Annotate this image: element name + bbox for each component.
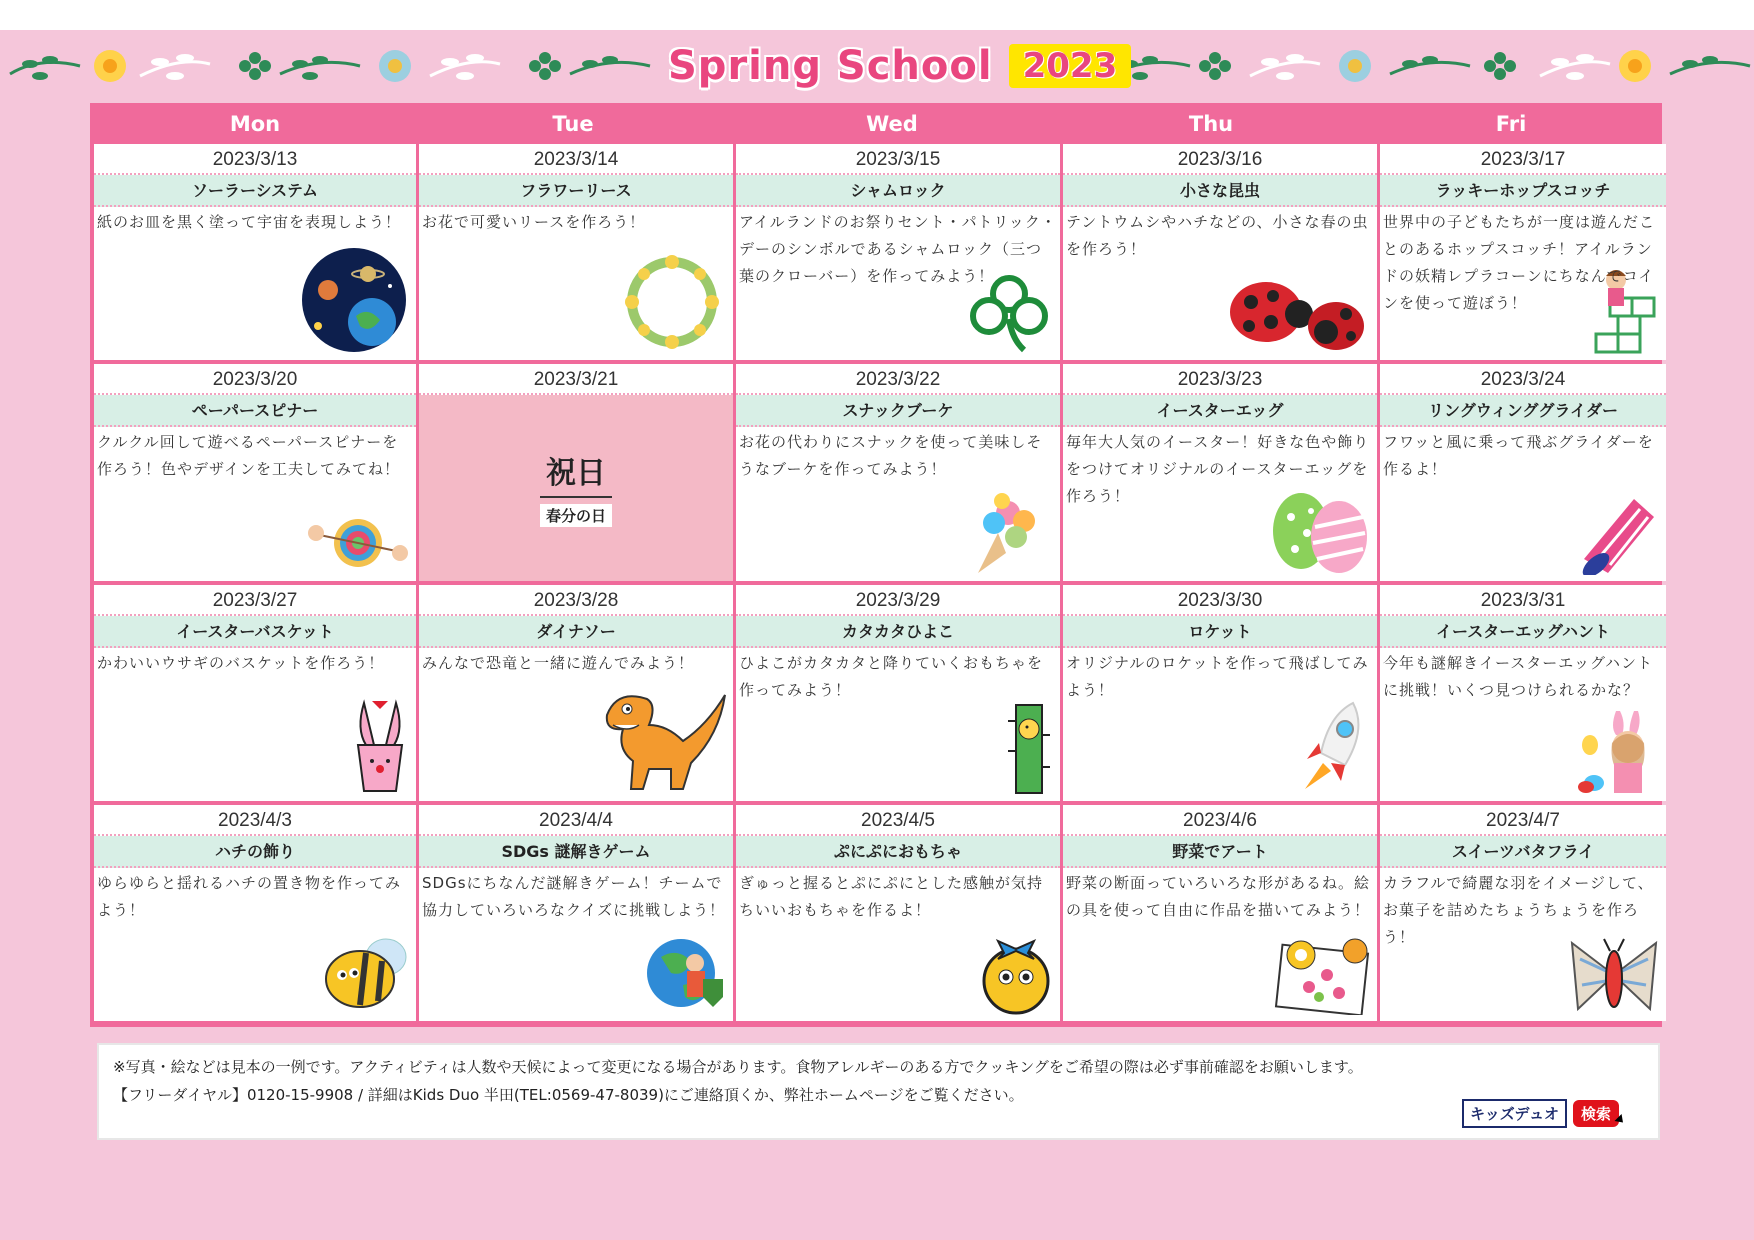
day-date: 2023/4/5 <box>736 805 1060 836</box>
activity-desc: 毎年大人気のイースター！好きな色や飾りをつけてオリジナルのイースターエッグを作ろう！ <box>1066 433 1370 506</box>
weekday-mon: Mon <box>229 112 281 136</box>
activity-desc: みんなで恐竜と一緒に遊んでみよう！ <box>422 653 695 672</box>
day-date: 2023/3/13 <box>94 144 416 175</box>
day-cell <box>1380 364 1666 580</box>
activity-title: ロケット <box>1063 616 1377 648</box>
activity-title: 野菜でアート <box>1063 836 1377 868</box>
day-cell <box>1380 144 1666 360</box>
day-date: 2023/4/7 <box>1380 805 1666 836</box>
day-date: 2023/3/27 <box>94 585 416 616</box>
activity-title: ペーパースピナー <box>94 395 416 427</box>
chick-toy-icon <box>1004 701 1054 795</box>
weekday-header <box>94 107 1658 142</box>
day-cell <box>1063 805 1377 1021</box>
top-margin <box>0 0 1754 30</box>
activity-desc: ひよこがカタカタと降りていくおもちゃを作ってみよう！ <box>739 653 1044 699</box>
day-cell <box>419 585 733 801</box>
rocket-icon <box>1291 699 1371 795</box>
bouquet-icon <box>958 483 1054 575</box>
activity-desc: オリジナルのロケットを作って飛ばしてみよう！ <box>1066 653 1369 699</box>
spinner-icon <box>306 503 410 575</box>
activity-desc: SDGsにちなんだ謎解きゲーム！チームで協力していろいろなクイズに挑戦しよう！ <box>422 873 726 919</box>
day-cell <box>94 364 416 580</box>
day-date: 2023/3/31 <box>1380 585 1666 616</box>
day-date: 2023/3/23 <box>1063 364 1377 395</box>
search-button[interactable]: 検索 <box>1573 1100 1619 1127</box>
footer-note-disclaimer: ※写真・絵などは見本の一例です。アクティビティは人数や天候によって変更になる場合があります。食物アレルギーのある方でクッキングをご希望の際は必ず事前確認をお願いします。 <box>113 1058 1363 1076</box>
day-date: 2023/4/4 <box>419 805 733 836</box>
bee-icon <box>320 931 410 1015</box>
activity-title: ダイナソー <box>419 616 733 648</box>
day-date: 2023/3/14 <box>419 144 733 175</box>
weekday-tue: Tue <box>552 112 594 136</box>
day-date: 2023/3/16 <box>1063 144 1377 175</box>
activity-title: シャムロック <box>736 175 1060 207</box>
activity-desc: 野菜の断面っていろいろな形があるね。絵の具を使って自由に作品を描いてみよう！ <box>1066 873 1371 919</box>
day-date: 2023/3/22 <box>736 364 1060 395</box>
activity-desc: フワッと風に乗って飛ぶグライダーを作るよ！ <box>1383 433 1654 479</box>
day-date: 2023/3/17 <box>1380 144 1666 175</box>
day-cell <box>1380 585 1666 801</box>
activity-desc: テントウムシやハチなどの、小さな春の虫を作ろう！ <box>1066 213 1369 258</box>
day-date: 2023/3/15 <box>736 144 1060 175</box>
activity-title: スナックブーケ <box>736 395 1060 427</box>
day-date: 2023/3/29 <box>736 585 1060 616</box>
day-cell <box>736 364 1060 580</box>
search-badge <box>1462 1099 1624 1128</box>
activity-desc: お花の代わりにスナックを使って美味しそうなブーケを作ってみよう！ <box>739 433 1043 479</box>
activity-desc: 今年も謎解きイースターエッグハントに挑戦！いくつ見つけられるかな？ <box>1383 653 1654 699</box>
day-cell <box>1380 805 1666 1021</box>
activity-desc: クルクル回して遊べるペーパースピナーを作ろう！色やデザインを工夫してみてね！ <box>97 433 400 479</box>
week-row <box>94 364 1666 580</box>
activity-title: イースターエッグ <box>1063 395 1377 427</box>
page-title: Spring School <box>668 43 993 89</box>
activity-title: リングウィンググライダー <box>1380 395 1666 427</box>
holiday-name: 春分の日 <box>540 504 612 527</box>
calendar <box>90 103 1662 1027</box>
weekday-wed: Wed <box>866 112 918 136</box>
day-cell <box>419 144 733 360</box>
week-row <box>94 585 1666 801</box>
holiday-cell <box>419 364 733 580</box>
squishy-icon <box>978 931 1054 1015</box>
day-date: 2023/3/20 <box>94 364 416 395</box>
activity-title: SDGs 謎解きゲーム <box>419 836 733 868</box>
day-cell <box>94 585 416 801</box>
activity-title: 小さな昆虫 <box>1063 175 1377 207</box>
holiday-block <box>419 395 733 580</box>
day-date: 2023/4/3 <box>94 805 416 836</box>
day-date: 2023/3/21 <box>419 364 733 395</box>
activity-title: ハチの飾り <box>94 836 416 868</box>
day-cell <box>736 805 1060 1021</box>
day-date: 2023/3/28 <box>419 585 733 616</box>
activity-desc: ぎゅっと握るとぷにぷにとした感触が気持ちいいおもちゃを作るよ！ <box>739 873 1044 919</box>
day-cell <box>736 144 1060 360</box>
egg-hunt-icon <box>1576 709 1660 795</box>
calendar-weeks <box>94 144 1658 1021</box>
activity-title: ソーラーシステム <box>94 175 416 207</box>
activity-desc: お花で可愛いリースを作ろう！ <box>422 213 646 231</box>
day-cell <box>94 805 416 1021</box>
holiday-label: 祝日 <box>540 448 612 498</box>
bunny-basket-icon <box>350 699 410 795</box>
day-cell <box>1063 364 1377 580</box>
day-cell <box>736 585 1060 801</box>
footer-note-contact: 【フリーダイヤル】0120-15-9908 / 詳細はKids Duo 半田(TEL:0569-47-8039)にご連絡頂くか、弊社ホームページをご覧ください。 <box>113 1086 1024 1104</box>
year-badge: 2023 <box>1009 44 1132 88</box>
activity-title: イースターエッグハント <box>1380 616 1666 648</box>
space-icon <box>298 246 410 354</box>
activity-title: イースターバスケット <box>94 616 416 648</box>
sdgs-globe-icon <box>643 935 727 1015</box>
wreath-icon <box>617 250 727 354</box>
weekday-fri: Fri <box>1495 112 1527 136</box>
activity-title: ぷにぷにおもちゃ <box>736 836 1060 868</box>
activity-desc: 紙のお皿を黒く塗って宇宙を表現しよう！ <box>97 213 402 231</box>
banner-title <box>668 40 1131 92</box>
activity-desc: ゆらゆらと揺れるハチの置き物を作ってみよう！ <box>97 873 402 919</box>
activity-desc: アイルランドのお祭りセント・パトリック・デーのシンボルであるシャムロック（三つ葉のクローバー）を作ってみよう！ <box>739 213 1057 285</box>
footer-notes <box>97 1043 1660 1140</box>
vegetable-art-icon <box>1273 935 1371 1015</box>
week-row <box>94 144 1666 360</box>
week-row <box>94 805 1666 1021</box>
dinosaur-icon <box>587 685 727 795</box>
glider-icon <box>1574 489 1660 575</box>
day-cell <box>419 805 733 1021</box>
activity-title: フラワーリース <box>419 175 733 207</box>
activity-desc: 世界中の子どもたちが一度は遊んだことのあるホップスコッチ！アイルランドの妖精レプラコーンにちなんでコインを使って遊ぼう！ <box>1383 213 1656 312</box>
day-date: 2023/3/24 <box>1380 364 1666 395</box>
day-cell <box>1063 144 1377 360</box>
activity-title: カタカタひよこ <box>736 616 1060 648</box>
activity-desc: かわいいウサギのバスケットを作ろう！ <box>97 653 385 672</box>
activity-desc: カラフルで綺麗な羽をイメージして、お菓子を詰めたちょうちょうを作ろう！ <box>1383 873 1654 946</box>
day-date: 2023/3/30 <box>1063 585 1377 616</box>
activity-title: ラッキーホップスコッチ <box>1380 175 1666 207</box>
day-cell <box>94 144 416 360</box>
ladybug-icon <box>1221 274 1371 354</box>
weekday-thu: Thu <box>1188 112 1234 136</box>
brand-search-box[interactable]: キッズデュオ <box>1462 1099 1567 1128</box>
day-cell <box>1063 585 1377 801</box>
activity-title: スイーツバタフライ <box>1380 836 1666 868</box>
day-date: 2023/4/6 <box>1063 805 1377 836</box>
